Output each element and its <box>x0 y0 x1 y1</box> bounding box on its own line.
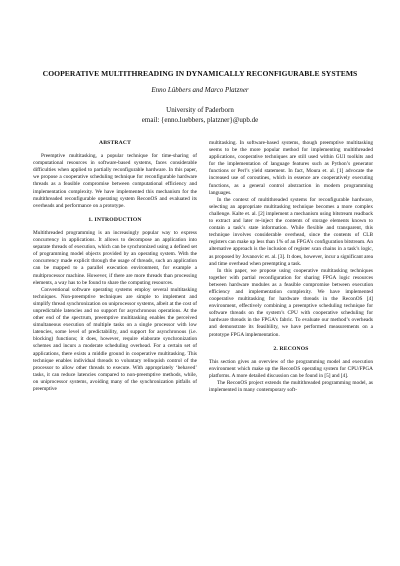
reconos-heading: 2. RECONOS <box>273 345 309 352</box>
intro-paragraph-1: Multithreaded programming is an increasingly popular way to express concurrency in applications. It allows to decompose an application into separate threads of execution, which can be synchronized using a defined set of programming model objects provided by an operating system. With the concurrency made explicit through the usage of threads, such an application can be mapped to a parallel execution environment, for example a multiprocessor machine. However, if there are more threads than processing elements, a way has to be found to share the computing resources. <box>33 229 197 286</box>
reconos-paragraph-2: The ReconOS project extends the multithreaded programming model, as implemented in many contemporary soft- <box>209 380 373 394</box>
abstract-heading: ABSTRACT <box>98 140 132 146</box>
left-column <box>33 140 197 393</box>
right-column <box>209 140 373 394</box>
intro-paragraph-2: Conventional software operating systems employ several multitasking techniques. Non-preemptive techniques are simple to implement and simplify thread synchronization on uniprocessor systems, albeit at the cost of unpredictable latencies and no support for asynchronous operations. At the other end of the spectrum, preemptive multitasking enables the perceived simultaneous execution of multiple tasks on a single processor with low latencies, some level of predictability, and support for asynchronous (i.e. blocking) functions; it does, however, require elaborate synchronization schemes and incurs a moderate scheduling overhead. For a certain set of applications, there exists a middle ground in cooperative multitasking. This technique enables individual threads to voluntary relinquish control of the processor to allow other threads to execute. With appropriately ‘behaved’ tasks, it can reduce latencies compared to non-preemptive methods, while, on uniprocessor systems, avoiding many of the synchronization pitfalls of preemptive <box>33 286 197 392</box>
abstract-text: Preemptive multitasking, a popular technique for time-sharing of computational resources in software-based systems, faces considerable difficulties when applied to partially reconfigurable hardware. In this paper, we propose a cooperative scheduling technique for reconfigurable hardware threads as a feasible compromise between computational efficiency and implementation complexity. We have implemented this mechanism for the multithreaded reconfigurable operating system ReconOS and evaluated its overheads and performance on a prototype. <box>33 153 197 209</box>
introduction-heading: 1. INTRODUCTION <box>88 216 142 223</box>
affiliation: University of Paderborn <box>166 106 234 114</box>
intro-paragraph-4: In the context of multithreaded systems for reconfigurable hardware, selecting an appropriate multitasking technique becomes a more complex challenge. Kalte et. al. [2] implement a mechanism using bitstream readback to extract and later re-inject the contents of storage elements known to contain a task’s state information. While flexible and transparent, this technique involves considerable overhead, since the contents of CLB registers can make up less than 1% of an FPGA’s configuration bitstream. An alternative approach is the inclusion of register scan chains in a task’s logic, as proposed by Jovanovic et. al. [3]. It does, however, incur a significant area and time overhead when preempting a task. <box>209 196 373 267</box>
reconos-paragraph-1: This section gives an overview of the programming model and execution environment which make up the ReconOS operating system for CPU/FPGA platforms. A more detailed discussion can be found in [5] and [4]. <box>209 358 373 379</box>
intro-paragraph-3: multitasking. In software-based systems, though preemptive multitasking seems to be the more popular method for implementing multithreaded applications, cooperative techniques are still used within GUI toolkits and for the implementation of language features such as Python’s generator functions or Perl’s yield statement. In fact, Moura et. al. [1] advocate the increased use of coroutines, which in essence are cooperatively executing functions, as a general control abstraction in modern programming languages. <box>209 140 373 196</box>
intro-paragraph-5: In this paper, we propose using cooperative multitasking techniques together with partial reconfiguration for sharing FPGA logic resources between hardware modules as a feasible compromise between execution efficiency and implementation complexity. We have implemented cooperative multitasking for hardware threads in the ReconOS [4] environment, effectively combining a preemptive scheduling technique for software threads on the system’s CPU with cooperative scheduling for hardware threads in the FPGA’s fabric. To evaluate our method’s overheads and demonstrate its feasibility, we have performed measurements on a prototype FPGA implementation. <box>209 267 373 338</box>
author-line: Enno Lübbers and Marco Platzner <box>151 86 249 94</box>
email-line: email: {enno.luebbers, platzner}@upb.de <box>141 116 259 124</box>
paper-title: COOPERATIVE MULTITHREADING IN DYNAMICALLY RECONFIGURABLE SYSTEMS <box>42 69 358 78</box>
